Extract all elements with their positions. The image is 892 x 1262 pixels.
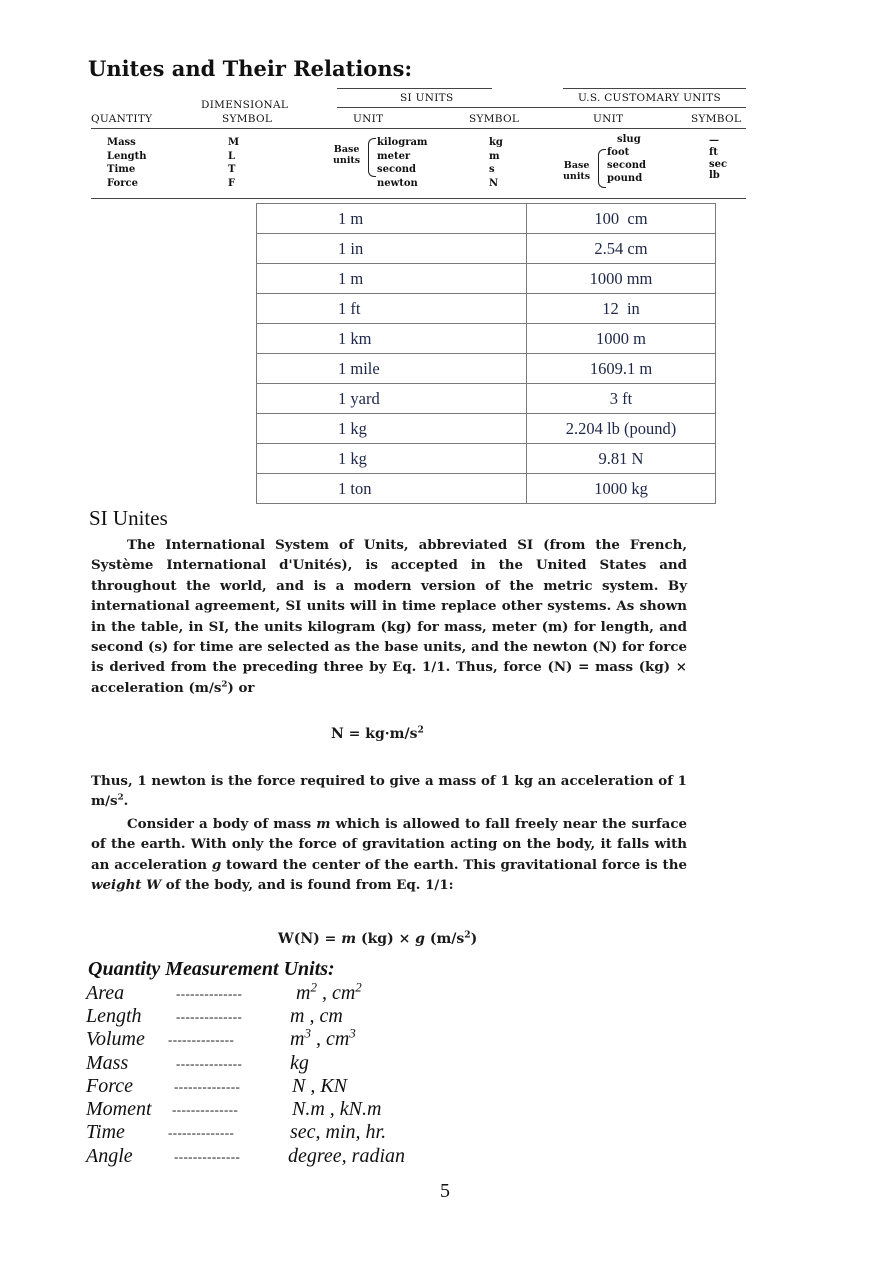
quantity-units: m , cm bbox=[290, 1005, 343, 1027]
quantity-unit-row bbox=[86, 979, 446, 1004]
quantity-name: Moment bbox=[86, 1098, 152, 1120]
quantity-name: Area bbox=[86, 982, 125, 1004]
conversion-to: 2.54 cm bbox=[527, 234, 716, 264]
conversion-row bbox=[257, 384, 716, 414]
quantity-unit-row bbox=[86, 1098, 446, 1120]
quantity-unit-row bbox=[86, 1145, 446, 1167]
quantity-column: Mass Length Time Force bbox=[107, 137, 147, 189]
quantity-name: Length bbox=[86, 1005, 142, 1027]
si-unit-header: UNIT bbox=[353, 113, 384, 125]
leader-dashes: -------------- bbox=[168, 1032, 235, 1047]
conversion-to: 2.204 lb (pound) bbox=[527, 414, 716, 444]
quantity-units: kg bbox=[290, 1052, 309, 1074]
conversion-row bbox=[257, 414, 716, 444]
conversion-table bbox=[256, 203, 716, 504]
quantity-name: Volume bbox=[86, 1028, 145, 1050]
quantity-units: N , KN bbox=[292, 1075, 348, 1097]
conversion-to: 9.81 N bbox=[527, 444, 716, 474]
equation-newton: $N = kg\cdot m/s^2$ bbox=[331, 724, 424, 742]
conversion-to: 1000 mm bbox=[527, 264, 716, 294]
us-unit-column: slug foot second pound bbox=[607, 134, 647, 184]
equation-weight: W(N) = m (kg) × g $(m/s^2)$ bbox=[278, 929, 478, 947]
conversion-row bbox=[257, 474, 716, 504]
conversion-from: 1 in bbox=[257, 234, 527, 264]
quantity-unit-row bbox=[86, 1052, 446, 1074]
conversion-from: 1 yard bbox=[257, 384, 527, 414]
conversion-from: 1 kg bbox=[257, 414, 527, 444]
quantity-header: QUANTITY bbox=[91, 113, 153, 125]
si-units-header: SI UNITS bbox=[400, 92, 454, 104]
conversion-row bbox=[257, 264, 716, 294]
page-number: 5 bbox=[440, 1180, 450, 1202]
us-base-units-label: Base units bbox=[563, 160, 591, 182]
leader-dashes: -------------- bbox=[168, 1125, 235, 1140]
quantity-unit-row bbox=[86, 1005, 446, 1027]
leader-dashes: -------------- bbox=[176, 986, 243, 1001]
si-heading: SI Unites bbox=[89, 506, 168, 530]
dimensional-header-1: DIMENSIONAL bbox=[201, 99, 289, 111]
conversion-row bbox=[257, 204, 716, 234]
conversion-from: 1 ton bbox=[257, 474, 527, 504]
conversion-from: 1 m bbox=[257, 264, 527, 294]
quantity-units-heading: Quantity Measurement Units: bbox=[88, 958, 335, 980]
si-brace bbox=[368, 138, 376, 177]
us-units-header: U.S. CUSTOMARY UNITS bbox=[578, 92, 721, 104]
page-title: Unites and Their Relations: bbox=[88, 56, 413, 81]
conversion-from: 1 mile bbox=[257, 354, 527, 384]
conversion-to: 1609.1 m bbox=[527, 354, 716, 384]
units-dimensions-table bbox=[91, 87, 746, 199]
paragraph-newton-definition: Thus, 1 newton is the force required to give a mass of 1 kg an acceleration of 1 $m/s^2$. bbox=[91, 773, 687, 810]
conversion-row bbox=[257, 234, 716, 264]
conversion-from: 1 m bbox=[257, 204, 527, 234]
leader-dashes: -------------- bbox=[176, 1056, 243, 1071]
quantity-name: Mass bbox=[86, 1052, 129, 1074]
conversion-row bbox=[257, 444, 716, 474]
si-base-units-label: Base units bbox=[333, 144, 361, 166]
conversion-row bbox=[257, 294, 716, 324]
quantity-name: Force bbox=[86, 1075, 134, 1097]
leader-dashes: -------------- bbox=[174, 1149, 241, 1164]
us-symbol-column: — ft sec lb bbox=[709, 135, 728, 182]
quantity-units: N.m , kN.m bbox=[292, 1098, 382, 1120]
quantity-units: $m^3$ , $cm^3$ bbox=[290, 1025, 356, 1050]
quantity-unit-row bbox=[86, 1025, 446, 1050]
quantity-unit-row bbox=[86, 1075, 446, 1097]
quantity-units: sec, min, hr. bbox=[290, 1121, 387, 1143]
conversion-from: 1 ft bbox=[257, 294, 527, 324]
conversion-to: 1000 kg bbox=[527, 474, 716, 504]
quantity-name: Angle bbox=[86, 1145, 133, 1167]
quantity-units: degree, radian bbox=[288, 1145, 406, 1167]
conversion-row bbox=[257, 354, 716, 384]
us-symbol-header: SYMBOL bbox=[691, 113, 742, 125]
dimensional-symbol-column: M L T F bbox=[228, 137, 240, 189]
si-symbol-column: kg m s N bbox=[489, 137, 503, 189]
us-unit-header: UNIT bbox=[593, 113, 624, 125]
conversion-to: 3 ft bbox=[527, 384, 716, 414]
us-brace bbox=[598, 149, 606, 188]
quantity-units: $m^2$ , $cm^2$ bbox=[296, 979, 362, 1004]
leader-dashes: -------------- bbox=[174, 1079, 241, 1094]
conversion-to: 100 cm bbox=[527, 204, 716, 234]
dimensional-header-2: SYMBOL bbox=[222, 113, 273, 125]
paragraph-si-intro: The International System of Units, abbreviated SI (from the French, Système International d'Unités), is accepted in the United States and throughout the world, and is a modern version of the metric system. By international agreement, SI units will in time replace other systems. As shown in the table, in SI, the units kilogram (kg) for mass, meter (m) for length, and second (s) for time are selected as the base units, and the newton (N) for force is derived from the preceding three by Eq. 1/1. Thus, force (N) = mass (kg) × acceleration $(m/s^2)$ or bbox=[91, 537, 687, 696]
leader-dashes: -------------- bbox=[176, 1009, 243, 1024]
conversion-to: 1000 m bbox=[527, 324, 716, 354]
quantity-name: Time bbox=[86, 1121, 125, 1143]
conversion-row bbox=[257, 324, 716, 354]
conversion-from: 1 km bbox=[257, 324, 527, 354]
conversion-from: 1 kg bbox=[257, 444, 527, 474]
leader-dashes: -------------- bbox=[172, 1102, 239, 1117]
conversion-to: 12 in bbox=[527, 294, 716, 324]
si-symbol-header: SYMBOL bbox=[469, 113, 520, 125]
paragraph-weight: Consider a body of mass m which is allowed to fall freely near the surface of the earth. With only the force of gravitation acting on the body, it falls with an acceleration g toward the center of the earth. This gravitational force is the weight W of the body, and is found from Eq. 1/1: bbox=[91, 816, 687, 894]
quantity-unit-row bbox=[86, 1121, 446, 1143]
si-unit-column: kilogram meter second newton bbox=[377, 137, 428, 189]
